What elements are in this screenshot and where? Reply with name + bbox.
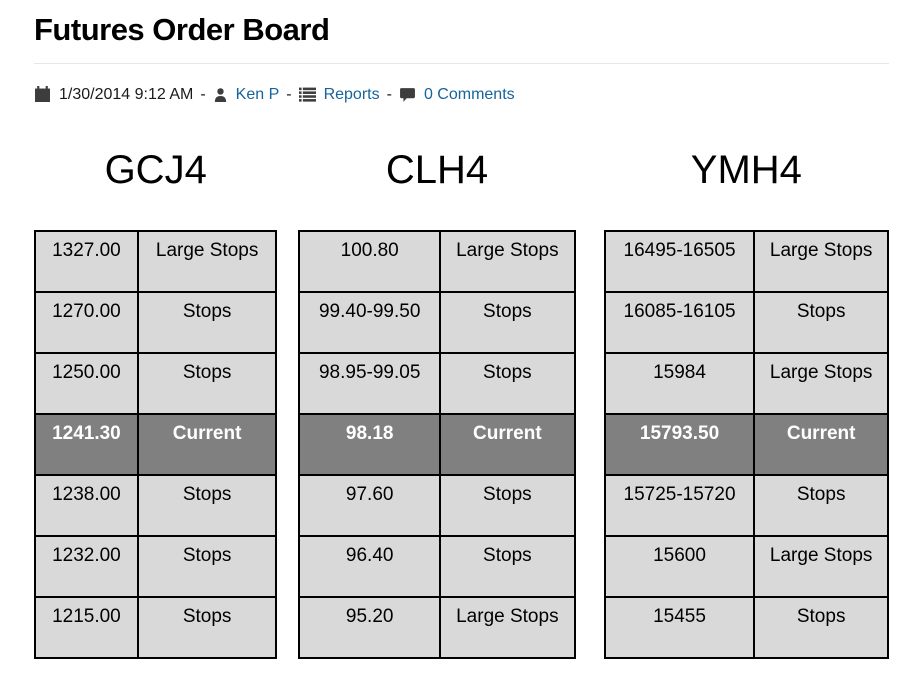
level-cell: Stops [754, 292, 888, 353]
price-cell: 1241.30 [35, 414, 138, 475]
price-cell: 1215.00 [35, 597, 138, 658]
price-cell: 16495-16505 [605, 231, 755, 292]
post-meta [34, 86, 889, 104]
order-level-row [299, 536, 574, 597]
order-level-row [605, 597, 888, 658]
price-cell: 99.40-99.50 [299, 292, 440, 353]
board-symbol: CLH4 [385, 147, 489, 192]
order-table [298, 230, 575, 659]
order-level-row [299, 353, 574, 414]
level-cell: Stops [138, 353, 277, 414]
price-cell: 15793.50 [605, 414, 755, 475]
author-group [213, 86, 280, 104]
meta-separator: - [286, 85, 292, 103]
price-cell: 15455 [605, 597, 755, 658]
meta-separator: - [200, 85, 206, 103]
board [298, 147, 575, 659]
comments-link[interactable]: 0 Comments [423, 85, 515, 103]
calendar-icon [34, 86, 51, 103]
level-cell: Stops [440, 475, 575, 536]
price-cell: 1232.00 [35, 536, 138, 597]
comment-icon [399, 87, 416, 103]
title-divider [34, 63, 889, 64]
order-level-row [35, 475, 276, 536]
person-icon [213, 87, 228, 103]
category-group [299, 86, 380, 104]
level-cell: Large Stops [754, 231, 888, 292]
meta-separator: - [386, 85, 392, 103]
price-cell: 15725-15720 [605, 475, 755, 536]
order-level-row [35, 536, 276, 597]
post-date: 1/30/2014 9:12 AM [59, 85, 194, 103]
level-cell: Current [754, 414, 888, 475]
boards [34, 147, 889, 659]
price-cell: 15984 [605, 353, 755, 414]
order-level-row [605, 353, 888, 414]
level-cell: Large Stops [138, 231, 277, 292]
level-cell: Large Stops [754, 536, 888, 597]
price-cell: 1270.00 [35, 292, 138, 353]
board [34, 147, 277, 659]
price-cell: 1327.00 [35, 231, 138, 292]
current-price-row [605, 414, 888, 475]
level-cell: Stops [440, 292, 575, 353]
price-cell: 16085-16105 [605, 292, 755, 353]
price-cell: 95.20 [299, 597, 440, 658]
order-level-row [35, 353, 276, 414]
order-level-row [605, 231, 888, 292]
level-cell: Stops [440, 353, 575, 414]
comments-group [399, 86, 515, 104]
level-cell: Stops [138, 597, 277, 658]
current-price-row [35, 414, 276, 475]
price-cell: 100.80 [299, 231, 440, 292]
order-level-row [299, 475, 574, 536]
order-level-row [605, 536, 888, 597]
level-cell: Stops [138, 536, 277, 597]
current-price-row [299, 414, 574, 475]
category-link[interactable]: Reports [323, 85, 380, 103]
level-cell: Large Stops [754, 353, 888, 414]
price-cell: 15600 [605, 536, 755, 597]
price-cell: 1238.00 [35, 475, 138, 536]
date-group [34, 86, 193, 104]
order-table [604, 230, 889, 659]
list-icon [299, 87, 316, 102]
board [604, 147, 889, 659]
order-level-row [299, 231, 574, 292]
price-cell: 1250.00 [35, 353, 138, 414]
level-cell: Stops [138, 475, 277, 536]
order-level-row [299, 597, 574, 658]
order-level-row [299, 292, 574, 353]
level-cell: Current [138, 414, 277, 475]
order-level-row [35, 292, 276, 353]
order-table [34, 230, 277, 659]
order-level-row [605, 292, 888, 353]
order-level-row [35, 231, 276, 292]
level-cell: Current [440, 414, 575, 475]
price-cell: 98.95-99.05 [299, 353, 440, 414]
page-title: Futures Order Board [34, 12, 330, 47]
order-level-row [605, 475, 888, 536]
order-level-row [35, 597, 276, 658]
level-cell: Stops [754, 597, 888, 658]
level-cell: Stops [754, 475, 888, 536]
author-link[interactable]: Ken P [235, 85, 280, 103]
level-cell: Large Stops [440, 231, 575, 292]
board-symbol: YMH4 [690, 147, 802, 192]
price-cell: 97.60 [299, 475, 440, 536]
level-cell: Stops [440, 536, 575, 597]
level-cell: Large Stops [440, 597, 575, 658]
price-cell: 98.18 [299, 414, 440, 475]
board-symbol: GCJ4 [104, 147, 207, 192]
level-cell: Stops [138, 292, 277, 353]
price-cell: 96.40 [299, 536, 440, 597]
